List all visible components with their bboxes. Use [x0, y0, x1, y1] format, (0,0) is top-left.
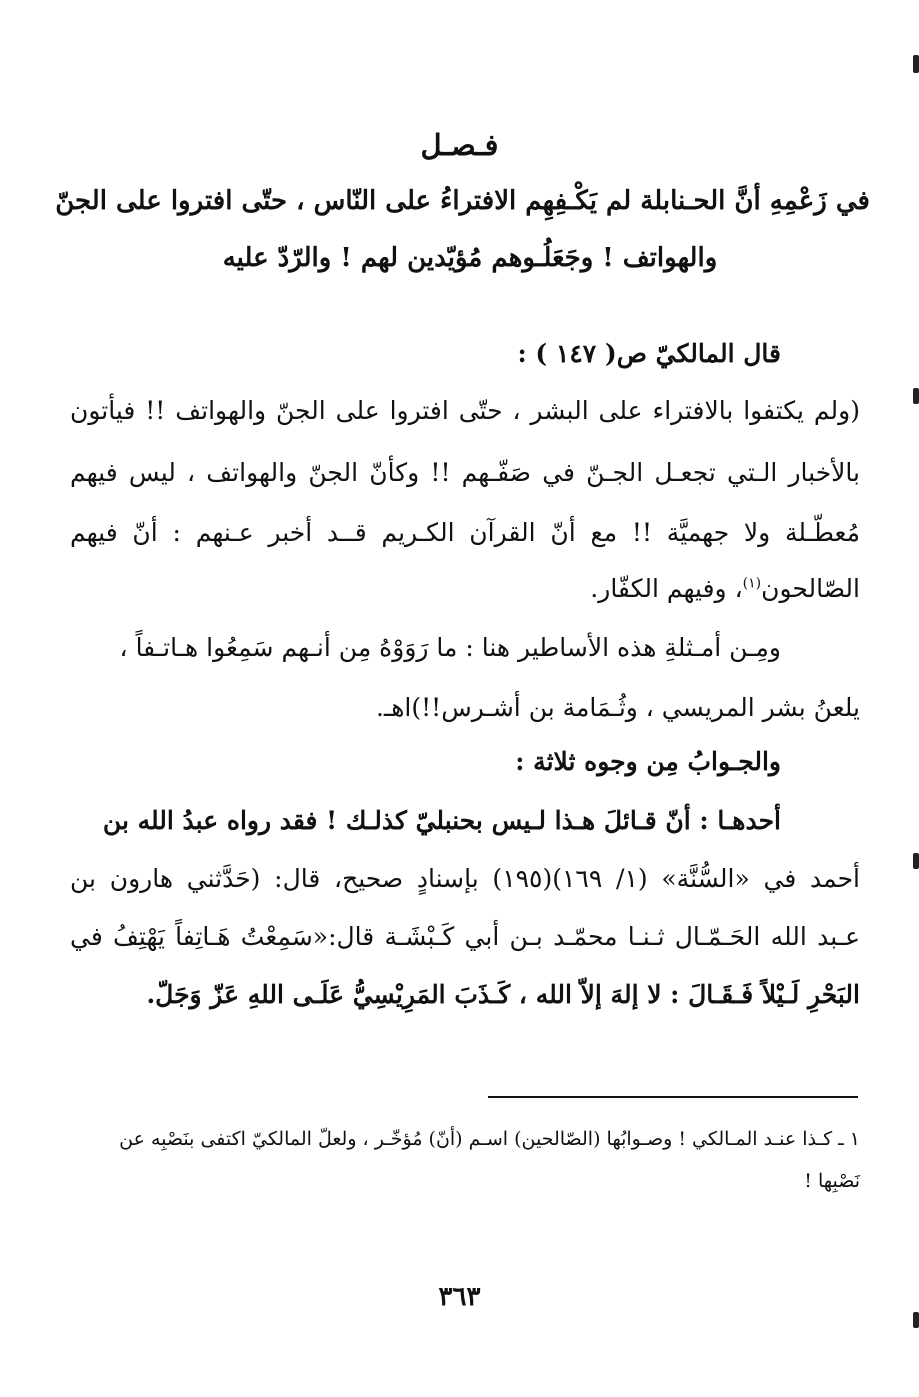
quote-line: (ولم يكتفوا بالافتراء على البشر ، حتّى افتروا على الجنّ والهواتف !! فيأتون: [70, 396, 860, 425]
quote-text: الصّالحون: [761, 574, 860, 603]
footnote-divider: [488, 1096, 858, 1098]
chapter-title: فـصـل: [420, 128, 499, 162]
chapter-heading-line: والهواتف ! وجَعَلُـوهم مُؤيّدين لهم ! والرّدّ عليه: [222, 243, 718, 273]
scan-edge-mark: [913, 853, 919, 869]
quote-intro: قال المالكيّ ص( ١٤٧ ) :: [517, 339, 781, 368]
scan-edge-mark: [913, 388, 919, 404]
scan-edge-mark: [913, 55, 919, 73]
answer-line: أحدهـا : أنّ قـائلَ هـذا لـيس بحنبليّ كذلـك ! فقد رواه عبدُ الله بن: [102, 806, 781, 835]
page-number: ٣٦٣: [438, 1282, 481, 1312]
answer-line: أحمد في «السُّنَّة» (١/ ١٦٩)(١٩٥) بإسنادٍ صحيح، قال: (حَدَّثني هارون بن: [70, 864, 860, 893]
chapter-heading-line: في زَعْمِهِ أنَّ الحـنابلة لم يَكْـفِهِم الافتراءُ على النّاس ، حتّى افتروا على الجنّ: [55, 186, 870, 216]
footnote-text: ١ ـ كـذا عنـد المـالكي ! وصـوابُها (الصّالحين) اسـم (أنّ) مُؤخّـر ، ولعلّ المالكيّ اكتفى بنَصْبِه عن: [119, 1128, 860, 1150]
scan-edge-mark: [913, 1312, 919, 1328]
quote-line-last: [70, 574, 860, 603]
footnote-text: نَصْبِها !: [804, 1170, 860, 1192]
quote-text: ، وفيهم الكفّار.: [590, 574, 743, 603]
footnote-reference: (١): [742, 575, 762, 592]
paragraph-line: يلعنُ بشر المريسي ، وثُـمَامة بن أشـرس!!)اهـ.: [375, 693, 860, 722]
quote-line: مُعطّـلة ولا جهميَّة !! مع أنّ القرآن الكـريم قــد أخبر عـنهم : أنّ فيهم: [70, 518, 860, 547]
quote-line: بالأخبار الـتي تجعـل الجـنّ في صَفّـهم !! وكأنّ الجنّ والهواتف ، ليس فيهم: [70, 458, 860, 487]
answer-line: البَحْرِ لَـيْلاً فَـقَـالَ : لا إلهَ إلاّ الله ، كَـذَبَ المَرِيْسِيُّ عَلَـى اللهِ عَزّ وَجَلّ.: [146, 980, 860, 1009]
answer-line: عـبد الله الحَـمّـال ثـنـا محمّـد بـن أبي كَـبْشَـة قال:«سَمِعْتُ هَـاتِفاً يَهْتِفُ في: [70, 922, 860, 951]
answer-intro: والجـوابُ مِن وجوه ثلاثة :: [515, 747, 781, 776]
paragraph-line: ومِـن أمـثلةِ هذه الأساطير هنا : ما رَوَوْهُ مِن أنـهم سَمِعُوا هـاتـفاً ،: [119, 633, 781, 662]
